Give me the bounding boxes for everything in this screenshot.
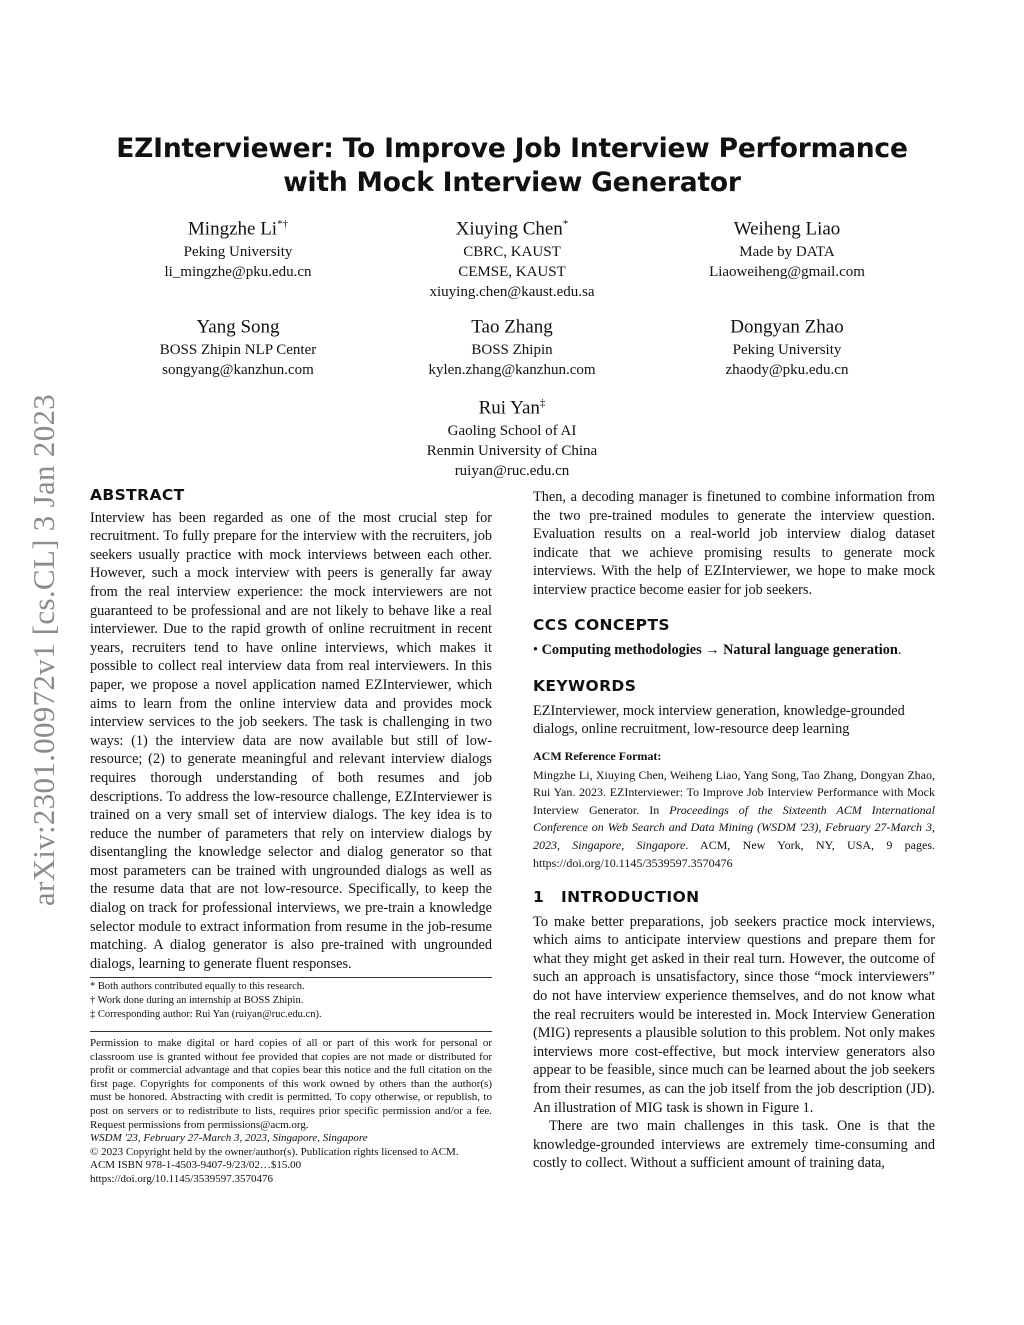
introduction-heading: INTRODUCTION (561, 888, 700, 906)
footnote-rule (90, 977, 492, 978)
section-heading (533, 888, 935, 907)
abstract-continued-text: Then, a decoding manager is finetuned to combine information from the two pre-trained modules to generate the interview question. Evaluation results on a real-world job interview dialog dataset indicate that we achieve promising results to generate mock interviews. With the help of EZInterviewer, we hope to make mock interview practice become easier for job seekers. (533, 489, 935, 598)
author-name: Rui Yan‡ (478, 397, 546, 419)
acm-reference: ACM Reference Format: Mingzhe Li, Xiuying Chen, Weiheng Liao, Yang Song, Tao Zhang, Dongyan Zhao, Rui Yan. 2023. EZInterviewer: To Improve Job Interview Performance with Mock Interview Generator. In Proceedings of the Sixteenth ACM International Conference on Web Search and Data Mining (WSDM '23), February 27-March 3, 2023, Singapore, Singapore. ACM, New York, NY, USA, 9 pages. https://doi.org/10.1145/3539597.3570476 (533, 749, 935, 870)
author-email: Liaoweiheng@gmail.com (709, 264, 865, 281)
author-block (637, 309, 937, 380)
keywords-section (533, 677, 935, 739)
introduction-section (533, 888, 935, 1173)
keywords-text: EZInterviewer, mock interview generation, knowledge-grounded dialogs, online recruitment, low-resource deep learning (533, 702, 905, 738)
ccs-concept: Computing methodologies → Natural language generation (541, 641, 898, 658)
author-affiliation: Renmin University of China (426, 443, 598, 460)
keywords-heading: KEYWORDS (533, 677, 637, 695)
abstract-continued (533, 488, 935, 600)
abstract-text: Interview has been regarded as one of the most crucial step for recruitment. To fully prepare for the interview with the recruiters, job seekers usually practice with mock interviews between each other. However, such a mock interview with peers is generally far away from the real interview experience: the mock interviewers are not guaranteed to be professional and are not likely to behave like a real interviewer. Due to the rapid growth of online recruitment in recent years, recruiters tend to have online interviews, which makes it possible to collect real interview data from real interviewers. In this paper, we propose a novel application named EZInterviewer, which aims to learn from the online interview data and provides mock interview services to the job seekers. The task is challenging in two ways: (1) the interview data are now available but still of low-resource; (2) to generate meaningful and relevant interview dialogs requires thorough understanding of both resumes and job descriptions. To address the low-resource challenge, EZInterviewer is trained on a very small set of interview dialogs. The key idea is to reduce the number of parameters that rely on interview dialogs by disentangling the knowledge selector and dialog generator so that most parameters can be trained with ungrounded dialogs as well as the resume data that are not low-resource. Specifically, to keep the dialog on track for professional interviews, we pre-train a knowledge selector module to extract information from resume in the job-resume matching. A dialog generator is also pre-trained with ungrounded dialogs, learning to generate fluent responses. (90, 509, 492, 972)
footnotes (90, 980, 492, 1022)
author-block (88, 211, 388, 282)
ccs-bullet: • (533, 641, 539, 658)
author-email: xiuying.chen@kaust.edu.sa (429, 284, 595, 301)
paper-title: EZInterviewer: To Improve Job Interview Performance with Mock Interview Generator (116, 133, 908, 198)
author-name: Dongyan Zhao (730, 316, 844, 338)
author-affiliation: Gaoling School of AI (447, 423, 577, 440)
ccs-section: CCS CONCEPTS • Computing methodologies → Natural language generation. (533, 616, 935, 659)
acm-reference-heading: ACM Reference Format: (533, 749, 662, 763)
abstract-heading: ABSTRACT (90, 486, 185, 504)
footnote: † Work done during an internship at BOSS Zhipin. (90, 995, 304, 1006)
author-name: Mingzhe Li*† (187, 218, 289, 240)
author-block (362, 211, 662, 302)
author-affiliation: Peking University (732, 342, 842, 359)
permission-notice: Permission to make digital or hard copies of all or part of this work for personal or classroom use is granted without fee provided that copies are not made or distributed for profit or commercial advantage and that copies bear this notice and the full citation on the first page. Copyrights for components of this work owned by others than the author(s) must be honored. Abstracting with credit is permitted. To copy otherwise, or republish, to post on servers or to redistribute to lists, requires prior specific permission and/or a fee. Request permissions from permissions@acm.org. (90, 1037, 492, 1131)
ccs-heading: CCS CONCEPTS (533, 616, 670, 634)
author-name: Weiheng Liao (733, 218, 841, 240)
abstract-section (90, 486, 492, 973)
section-number: 1 (533, 888, 545, 906)
author-block (88, 309, 388, 380)
author-email: songyang@kanzhun.com (162, 362, 314, 379)
footnote: * Both authors contributed equally to this research. (90, 981, 305, 992)
author-email: kylen.zhang@kanzhun.com (428, 362, 596, 379)
author-email: zhaody@pku.edu.cn (725, 362, 849, 379)
author-affiliation: BOSS Zhipin (471, 342, 553, 359)
author-affiliation: CBRC, KAUST (463, 244, 561, 261)
doi-line: https://doi.org/10.1145/3539597.3570476 (90, 1172, 274, 1185)
author-name: Tao Zhang (471, 316, 553, 338)
author-affiliation: BOSS Zhipin NLP Center (159, 342, 317, 359)
footnote: ‡ Corresponding author: Rui Yan (ruiyan@ruc.edu.cn). (90, 1009, 322, 1020)
author-block (362, 309, 662, 380)
author-name: Xiuying Chen* (455, 218, 569, 240)
copyright-line: © 2023 Copyright held by the owner/author(s). Publication rights licensed to ACM. (90, 1145, 459, 1158)
intro-paragraph: There are two main challenges in this task. One is that the knowledge-grounded interviews are extremely time-consuming and costly to collect. Without a sufficient amount of training data, (533, 1118, 935, 1172)
author-block (362, 390, 662, 481)
author-affiliation: Peking University (183, 244, 293, 261)
author-affiliation: CEMSE, KAUST (458, 264, 566, 281)
venue-line: WSDM '23, February 27-March 3, 2023, Singapore, Singapore (90, 1132, 368, 1145)
acm-proceedings: Proceedings of the Sixteenth ACM International Conference on Web Search and Data Mining (WSDM '23), February 27-March 3, 2023, Singapore, Singapore (533, 802, 935, 852)
author-block (637, 211, 937, 282)
permission-block (90, 1037, 492, 1187)
author-email: li_mingzhe@pku.edu.cn (164, 264, 312, 281)
author-affiliation: Made by DATA (739, 244, 835, 261)
author-name: Yang Song (196, 316, 280, 338)
permission-rule (90, 1031, 492, 1032)
isbn-line: ACM ISBN 978-1-4503-9407-9/23/02…$15.00 (90, 1159, 302, 1172)
author-email: ruiyan@ruc.edu.cn (454, 463, 570, 480)
intro-paragraph: To make better preparations, job seekers practice mock interviews, which aims to anticipate interview questions and prepare them for what they might get asked in their real turn. However, the outcome of such an approach is unsatisfactory, since those “mock interviewers” do not have interview experience themselves, and do not know what the real recruiters would be interested in. Mock Interview Generation (MIG) represents a plausible solution to this problem. Not only makes interviews more cost-effective, but mock interview generators also appear to be feasible, since much can be learned about the job seekers from their resumes, as can the job itself from the job description (JD). An illustration of MIG task is shown in Figure 1. (533, 913, 935, 1116)
arxiv-identifier: arXiv:2301.00972v1 [cs.CL] 3 Jan 2023 (26, 393, 61, 907)
